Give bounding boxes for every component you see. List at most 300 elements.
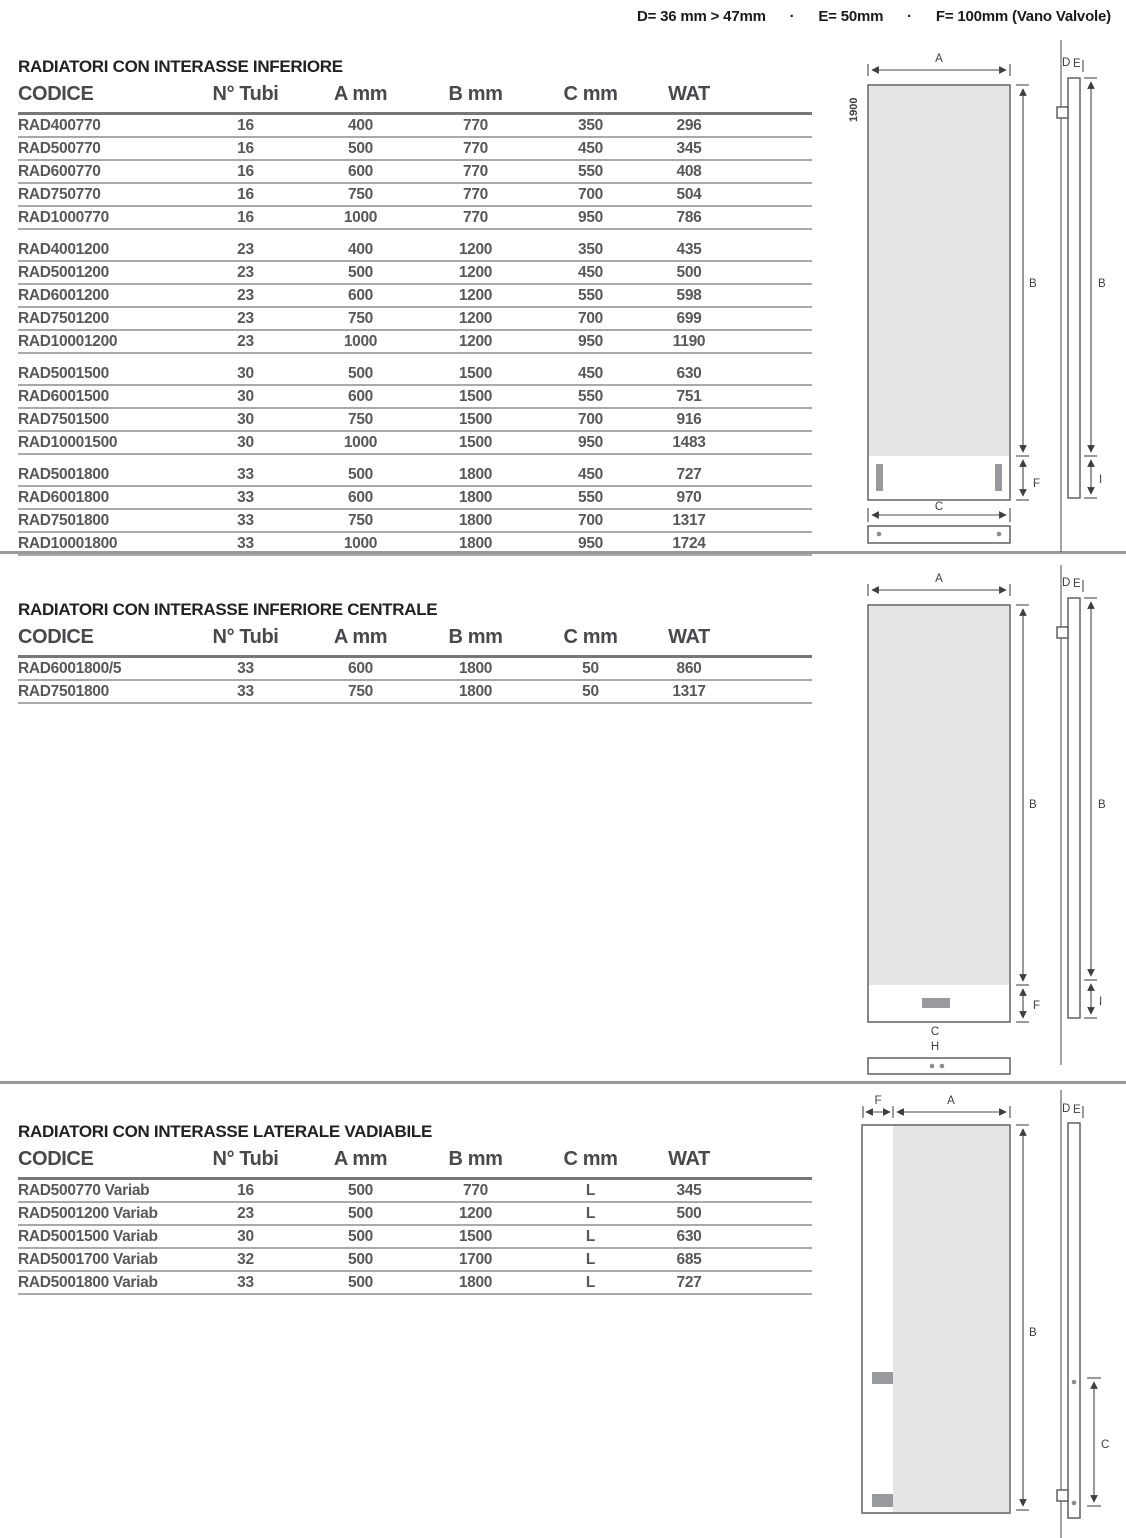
- column-header-4: C mm: [533, 1147, 648, 1179]
- dim-f: [863, 1095, 893, 1118]
- cell-filler: [730, 486, 812, 509]
- label-b: B: [1098, 799, 1106, 811]
- column-header-4: C mm: [533, 82, 648, 114]
- cell-value: 23: [188, 307, 303, 330]
- cell-value: 33: [188, 454, 303, 486]
- cell-value: 16: [188, 1179, 303, 1203]
- cell-value: 450: [533, 261, 648, 284]
- cell-value: 630: [648, 1225, 730, 1248]
- cell-value: 751: [648, 385, 730, 408]
- label-1900: 1900: [848, 97, 860, 122]
- table-row: [18, 1271, 812, 1294]
- cell-value: 1317: [648, 509, 730, 532]
- bracket-hole: [877, 532, 882, 537]
- cell-value: 550: [533, 486, 648, 509]
- cell-value: 970: [648, 486, 730, 509]
- dim-b: [1016, 1125, 1037, 1510]
- cell-value: 699: [648, 307, 730, 330]
- label-e: E: [1073, 58, 1081, 70]
- table-row: [18, 1202, 812, 1225]
- column-header-filler: [730, 625, 812, 657]
- cell-value: 550: [533, 160, 648, 183]
- table-row: [18, 284, 812, 307]
- dim-i: [1084, 460, 1102, 498]
- note-e: E= 50mm: [818, 8, 884, 25]
- connection-left: [876, 464, 883, 491]
- cell-value: 504: [648, 183, 730, 206]
- cell-value: 770: [418, 183, 533, 206]
- cell-value: 786: [648, 206, 730, 229]
- cell-codice: RAD5001500 Variab: [18, 1225, 188, 1248]
- bracket-hole: [940, 1064, 945, 1069]
- cell-value: 33: [188, 657, 303, 681]
- cell-value: 1200: [418, 284, 533, 307]
- column-header-5: WAT: [648, 625, 730, 657]
- cell-codice: RAD1000770: [18, 206, 188, 229]
- column-header-3: B mm: [418, 625, 533, 657]
- cell-value: 750: [303, 183, 418, 206]
- cell-value: 30: [188, 1225, 303, 1248]
- section-interasse-inferiore-centrale: [18, 600, 812, 704]
- cell-filler: [730, 1202, 812, 1225]
- cell-value: 1500: [418, 385, 533, 408]
- cell-codice: RAD500770: [18, 137, 188, 160]
- cell-filler: [730, 680, 812, 703]
- cell-value: L: [533, 1271, 648, 1294]
- connection-lower: [872, 1494, 893, 1507]
- cell-filler: [730, 137, 812, 160]
- cell-filler: [730, 1179, 812, 1203]
- cell-codice: RAD6001800: [18, 486, 188, 509]
- dim-b-side: [1084, 78, 1106, 456]
- cell-filler: [730, 1248, 812, 1271]
- cell-filler: [730, 206, 812, 229]
- cell-value: 500: [648, 261, 730, 284]
- cell-filler: [730, 307, 812, 330]
- cell-value: 598: [648, 284, 730, 307]
- cell-value: 500: [303, 1248, 418, 1271]
- radiator-body: [893, 1126, 1009, 1512]
- cell-value: 23: [188, 261, 303, 284]
- cell-value: 33: [188, 680, 303, 703]
- cell-value: 1200: [418, 307, 533, 330]
- wall-bracket: [868, 526, 1010, 543]
- radiator-side-profile: [1068, 78, 1080, 498]
- label-b: B: [1029, 1327, 1037, 1339]
- table-row: [18, 509, 812, 532]
- cell-filler: [730, 183, 812, 206]
- section-divider: [0, 1081, 1126, 1084]
- label-a: A: [935, 573, 943, 585]
- table-row: [18, 183, 812, 206]
- table-row: [18, 206, 812, 229]
- label-d: D: [1062, 577, 1071, 589]
- cell-value: 600: [303, 284, 418, 307]
- cell-value: 33: [188, 509, 303, 532]
- cell-value: 950: [533, 330, 648, 353]
- cell-value: 727: [648, 1271, 730, 1294]
- wall-mount: [1057, 107, 1068, 118]
- section-interasse-laterale-variabile: [18, 1122, 812, 1295]
- cell-value: 23: [188, 330, 303, 353]
- wall-mount: [1057, 627, 1068, 638]
- label-i: I: [1099, 996, 1103, 1008]
- cell-value: 500: [303, 1202, 418, 1225]
- table-row: [18, 330, 812, 353]
- table-row: [18, 229, 812, 261]
- dim-a: [868, 573, 1010, 596]
- cell-codice: RAD7501800: [18, 509, 188, 532]
- bracket-hole: [930, 1064, 935, 1069]
- cell-value: 16: [188, 206, 303, 229]
- column-header-1: N° Tubi: [188, 82, 303, 114]
- table-row: [18, 353, 812, 385]
- cell-value: 500: [303, 1225, 418, 1248]
- cell-value: 23: [188, 284, 303, 307]
- cell-value: 500: [303, 261, 418, 284]
- table-row: [18, 261, 812, 284]
- cell-codice: RAD10001800: [18, 532, 188, 555]
- cell-value: 770: [418, 1179, 533, 1203]
- cell-filler: [730, 509, 812, 532]
- radiators-table: [18, 625, 812, 704]
- cell-value: L: [533, 1179, 648, 1203]
- cell-value: 16: [188, 183, 303, 206]
- section-interasse-inferiore: [18, 57, 812, 556]
- cell-value: 1000: [303, 330, 418, 353]
- cell-filler: [730, 385, 812, 408]
- cell-codice: RAD10001500: [18, 431, 188, 454]
- cell-value: 400: [303, 114, 418, 138]
- table-row: [18, 307, 812, 330]
- cell-filler: [730, 229, 812, 261]
- cell-value: 16: [188, 160, 303, 183]
- label-i: I: [1099, 474, 1103, 486]
- label-c: C: [934, 501, 944, 513]
- column-header-3: B mm: [418, 82, 533, 114]
- cell-value: L: [533, 1225, 648, 1248]
- cell-codice: RAD4001200: [18, 229, 188, 261]
- cell-filler: [730, 454, 812, 486]
- cell-codice: RAD5001200: [18, 261, 188, 284]
- cell-value: 770: [418, 137, 533, 160]
- cell-value: 33: [188, 532, 303, 555]
- cell-value: 33: [188, 486, 303, 509]
- dim-a: [897, 1095, 1010, 1118]
- cell-value: 600: [303, 657, 418, 681]
- radiators-table: [18, 82, 812, 556]
- cell-codice: RAD5001700 Variab: [18, 1248, 188, 1271]
- cell-filler: [730, 657, 812, 681]
- cell-value: 1000: [303, 532, 418, 555]
- cell-value: 350: [533, 229, 648, 261]
- cell-value: 350: [533, 114, 648, 138]
- cell-value: 32: [188, 1248, 303, 1271]
- cell-value: 1800: [418, 509, 533, 532]
- cell-value: 550: [533, 385, 648, 408]
- note-d: D= 36 mm > 47mm: [637, 8, 766, 25]
- radiator-body: [869, 86, 1009, 456]
- cell-filler: [730, 431, 812, 454]
- cell-value: 400: [303, 229, 418, 261]
- label-f: F: [1033, 1000, 1041, 1012]
- cell-value: 1500: [418, 353, 533, 385]
- table-row: [18, 408, 812, 431]
- diagram-bottom-connections: [835, 40, 1126, 552]
- cell-value: 16: [188, 114, 303, 138]
- wall-bracket: [868, 1058, 1010, 1074]
- column-header-0: CODICE: [18, 82, 188, 114]
- cell-value: 1200: [418, 229, 533, 261]
- radiator-side-profile: [1068, 1123, 1080, 1518]
- cell-value: 30: [188, 408, 303, 431]
- cell-value: 500: [303, 353, 418, 385]
- column-header-filler: [730, 1147, 812, 1179]
- table-row: [18, 385, 812, 408]
- connection-central: [922, 998, 950, 1008]
- cell-value: 1000: [303, 206, 418, 229]
- column-header-5: WAT: [648, 1147, 730, 1179]
- cell-value: 500: [303, 137, 418, 160]
- label-c: C: [1101, 1439, 1110, 1451]
- cell-value: 408: [648, 160, 730, 183]
- label-b: B: [1098, 278, 1106, 290]
- cell-codice: RAD7501500: [18, 408, 188, 431]
- cell-value: 16: [188, 137, 303, 160]
- table-row: [18, 454, 812, 486]
- column-header-2: A mm: [303, 625, 418, 657]
- cell-value: 450: [533, 454, 648, 486]
- connection-right: [995, 464, 1002, 491]
- cell-value: 700: [533, 183, 648, 206]
- note-f: F= 100mm (Vano Valvole): [935, 8, 1111, 25]
- radiators-table: [18, 1147, 812, 1295]
- cell-codice: RAD6001800/5: [18, 657, 188, 681]
- label-a: A: [935, 53, 943, 65]
- cell-value: 30: [188, 385, 303, 408]
- cell-value: L: [533, 1202, 648, 1225]
- cell-value: 435: [648, 229, 730, 261]
- cell-value: 345: [648, 137, 730, 160]
- table-row: [18, 1225, 812, 1248]
- cell-value: 1500: [418, 1225, 533, 1248]
- label-e: E: [1073, 578, 1081, 590]
- cell-value: 950: [533, 206, 648, 229]
- cell-codice: RAD5001500: [18, 353, 188, 385]
- cell-value: 750: [303, 307, 418, 330]
- dim-i: [1084, 984, 1102, 1018]
- cell-value: 23: [188, 229, 303, 261]
- note-separator: ·: [907, 8, 912, 25]
- connection-point-upper: [1072, 1380, 1077, 1385]
- label-d: D: [1062, 57, 1071, 69]
- cell-value: 450: [533, 353, 648, 385]
- dim-c: [868, 501, 1010, 522]
- label-b: B: [1029, 799, 1037, 811]
- table-row: [18, 114, 812, 138]
- dim-f: [1016, 460, 1040, 500]
- diagram-lateral-variable: [835, 1090, 1126, 1538]
- cell-value: 600: [303, 160, 418, 183]
- cell-filler: [730, 330, 812, 353]
- cell-codice: RAD7501800: [18, 680, 188, 703]
- cell-value: 1800: [418, 1271, 533, 1294]
- table-row: [18, 431, 812, 454]
- cell-filler: [730, 353, 812, 385]
- column-header-1: N° Tubi: [188, 1147, 303, 1179]
- label-f: F: [1033, 478, 1041, 490]
- cell-value: 727: [648, 454, 730, 486]
- cell-value: 860: [648, 657, 730, 681]
- table-row: [18, 1179, 812, 1203]
- table-row: [18, 680, 812, 703]
- section-title: RADIATORI CON INTERASSE INFERIORE CENTRALE: [18, 600, 438, 619]
- column-header-3: B mm: [418, 1147, 533, 1179]
- dimension-note: [637, 8, 1111, 25]
- label-d: D: [1062, 1103, 1071, 1115]
- dim-b: [1016, 605, 1037, 985]
- dim-f: [1016, 989, 1040, 1022]
- cell-filler: [730, 114, 812, 138]
- cell-value: 770: [418, 206, 533, 229]
- cell-filler: [730, 284, 812, 307]
- column-header-4: C mm: [533, 625, 648, 657]
- cell-filler: [730, 261, 812, 284]
- cell-codice: RAD10001200: [18, 330, 188, 353]
- radiator-body: [869, 606, 1009, 985]
- column-header-1: N° Tubi: [188, 625, 303, 657]
- header-row: [18, 625, 812, 657]
- header-row: [18, 82, 812, 114]
- bracket-hole: [997, 532, 1002, 537]
- connection-point-lower: [1072, 1501, 1077, 1506]
- cell-value: 1800: [418, 454, 533, 486]
- column-header-2: A mm: [303, 1147, 418, 1179]
- cell-value: 1800: [418, 657, 533, 681]
- cell-value: 1317: [648, 680, 730, 703]
- dim-b-side: [1084, 598, 1106, 980]
- dim-c-side: [1087, 1378, 1109, 1506]
- cell-value: 950: [533, 431, 648, 454]
- label-a: A: [947, 1095, 955, 1107]
- cell-value: 50: [533, 680, 648, 703]
- cell-codice: RAD7501200: [18, 307, 188, 330]
- column-header-5: WAT: [648, 82, 730, 114]
- cell-value: 500: [303, 1271, 418, 1294]
- cell-value: 770: [418, 160, 533, 183]
- label-f: F: [874, 1095, 882, 1107]
- cell-codice: RAD5001800 Variab: [18, 1271, 188, 1294]
- cell-value: 700: [533, 509, 648, 532]
- cell-filler: [730, 1225, 812, 1248]
- cell-value: 750: [303, 680, 418, 703]
- cell-value: 50: [533, 657, 648, 681]
- cell-value: 1200: [418, 1202, 533, 1225]
- cell-value: 685: [648, 1248, 730, 1271]
- cell-value: 500: [303, 1179, 418, 1203]
- cell-value: 1800: [418, 486, 533, 509]
- label-e: E: [1073, 1104, 1081, 1116]
- cell-value: 33: [188, 1271, 303, 1294]
- cell-codice: RAD5001200 Variab: [18, 1202, 188, 1225]
- table-row: [18, 486, 812, 509]
- cell-value: 700: [533, 408, 648, 431]
- cell-codice: RAD6001500: [18, 385, 188, 408]
- cell-codice: RAD5001800: [18, 454, 188, 486]
- cell-value: 916: [648, 408, 730, 431]
- cell-value: 1800: [418, 680, 533, 703]
- cell-value: 750: [303, 408, 418, 431]
- column-header-0: CODICE: [18, 1147, 188, 1179]
- cell-filler: [730, 408, 812, 431]
- cell-value: 600: [303, 385, 418, 408]
- table-row: [18, 137, 812, 160]
- cell-value: 770: [418, 114, 533, 138]
- section-title: RADIATORI CON INTERASSE INFERIORE: [18, 57, 343, 76]
- cell-value: 1700: [418, 1248, 533, 1271]
- cell-value: 1500: [418, 431, 533, 454]
- cell-value: 500: [303, 454, 418, 486]
- cell-value: 1800: [418, 532, 533, 555]
- connection-upper: [872, 1372, 893, 1384]
- header-row: [18, 1147, 812, 1179]
- cell-codice: RAD750770: [18, 183, 188, 206]
- cell-filler: [730, 1271, 812, 1294]
- cell-value: 296: [648, 114, 730, 138]
- cell-filler: [730, 160, 812, 183]
- section-title: RADIATORI CON INTERASSE LATERALE VADIABILE: [18, 1122, 432, 1141]
- cell-value: 30: [188, 353, 303, 385]
- dim-b: [1016, 85, 1037, 456]
- table-row: [18, 657, 812, 681]
- cell-codice: RAD500770 Variab: [18, 1179, 188, 1203]
- wall-mount: [1057, 1490, 1068, 1501]
- cell-codice: RAD400770: [18, 114, 188, 138]
- label-h: H: [930, 1041, 940, 1053]
- note-separator: ·: [789, 8, 795, 25]
- cell-value: 1724: [648, 532, 730, 555]
- cell-value: 1500: [418, 408, 533, 431]
- cell-value: 23: [188, 1202, 303, 1225]
- cell-value: 950: [533, 532, 648, 555]
- dim-a: [868, 53, 1010, 76]
- column-header-2: A mm: [303, 82, 418, 114]
- diagram-central-connection: [835, 565, 1126, 1081]
- cell-value: L: [533, 1248, 648, 1271]
- label-c: C: [930, 1026, 940, 1038]
- cell-value: 750: [303, 509, 418, 532]
- table-row: [18, 160, 812, 183]
- cell-value: 1200: [418, 330, 533, 353]
- cell-codice: RAD6001200: [18, 284, 188, 307]
- cell-codice: RAD600770: [18, 160, 188, 183]
- column-header-0: CODICE: [18, 625, 188, 657]
- cell-value: 500: [648, 1202, 730, 1225]
- cell-value: 1200: [418, 261, 533, 284]
- cell-value: 630: [648, 353, 730, 385]
- cell-value: 1000: [303, 431, 418, 454]
- cell-value: 450: [533, 137, 648, 160]
- cell-value: 700: [533, 307, 648, 330]
- label-b: B: [1029, 278, 1037, 290]
- radiator-side-profile: [1068, 598, 1080, 1018]
- cell-value: 345: [648, 1179, 730, 1203]
- column-header-filler: [730, 82, 812, 114]
- cell-value: 1483: [648, 431, 730, 454]
- cell-value: 30: [188, 431, 303, 454]
- cell-value: 550: [533, 284, 648, 307]
- cell-value: 600: [303, 486, 418, 509]
